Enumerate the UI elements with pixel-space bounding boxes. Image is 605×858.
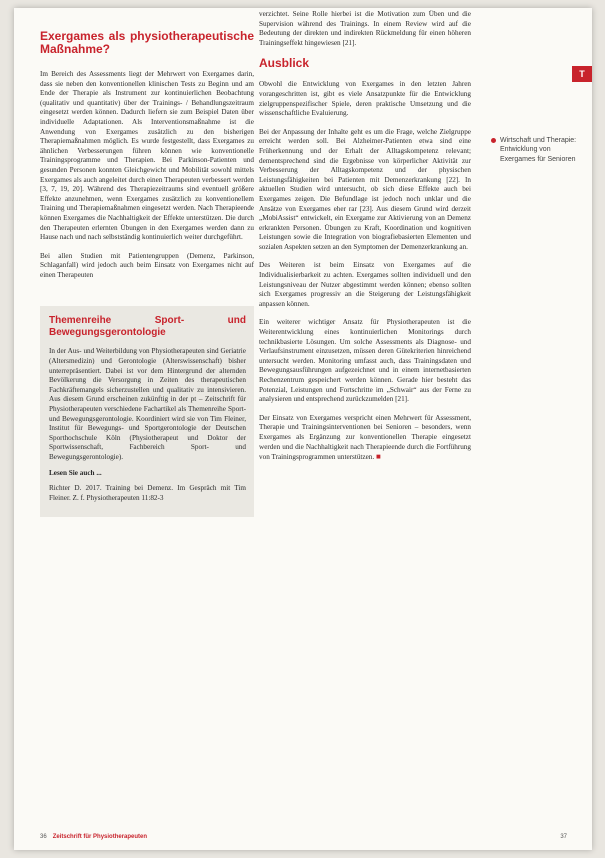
reference-text: Richter D. 2017. Training bei Demenz. Im Gespräch mit Tim Fleiner. Z. f. Physiotherapeuten 11:82-3 — [49, 484, 246, 502]
page-number-left: 36 — [40, 834, 47, 840]
section-heading-exergames: Exergames als physiotherapeutische Maßnahme? — [40, 29, 254, 56]
sidebar-topic-text: Wirtschaft und Therapie: Entwicklung von Exergames für Senioren — [500, 137, 577, 163]
body-paragraph: Ein weiterer wichtiger Ansatz für Physiotherapeuten ist die Weiterentwicklung eines kontinuierlichen Monitorings durch technikbasierte Lösungen. Um solche Assessments als Diagnose- und Verlaufsinstrument einzusetzen, müssen deren Gütekriterien hinreichend untersucht werden. Monitoring umfasst auch, dass Trainingsdaten und Bewegungsausführungen aufgezeichnet und in einem internetbasierten Rechenzentrum gespeichert werden können. Gerade hier besteht das Potenzial, Leistungen und Fortschritte im „Schwair“ aus der Ferne zu analysieren und entsprechend zurückzumelden [21]. — [259, 318, 471, 404]
section-tab: T — [572, 66, 592, 82]
sidebar-topic — [500, 136, 586, 164]
footer-left — [40, 834, 147, 840]
info-box-text: In der Aus- und Weiterbildung von Physiotherapeuten sind Geriatrie (Altersmedizin) und Gerontologie (Alterswissenschaft) bisher unterrepräsentiert. Dabei ist vor dem Hintergrund der alternden Bevölkerung die Versorgung in Zeiten des therapeutischen Fachkräftemangels sicherzustellen und qualitativ zu intensivieren. Aus diesem Grund erscheinen zukünftig in der pt – Zeitschrift für Physiotherapeuten verschiedene Fachartikel als Themenreihe Sport- und Bewegungsgerontologie. Koordiniert wird sie von Tim Fleiner, Institut für Bewegungs- und Sportgerontologie der Deutschen Sporthochschule Köln (Physiotherapeut und Doktor der Sportwissenschaft, Fachbereich Sport- und Bewegungsgerontologie). — [49, 347, 246, 461]
info-box — [40, 306, 254, 517]
body-paragraph: Obwohl die Entwicklung von Exergames in den letzten Jahren vorangeschritten ist, gibt es viele Ansatzpunkte für die Entwicklung zielgruppenspezifischer Spiele, deren praktische Umsetzung und die wissenschaftliche Evaluierung. — [259, 80, 471, 118]
magazine-name: Zeitschrift für Physiotherapeuten — [52, 834, 148, 840]
body-paragraph: Bei allen Studien mit Patientengruppen (Demenz, Parkinson, Schlaganfall) wird jedoch auch beim Einsatz von Exergames nicht auf einen Therapeuten — [40, 251, 254, 279]
body-paragraph: Im Bereich des Assessments liegt der Mehrwert von Exergames darin, dass sie neben den konventionellen klinischen Tests zu Beginn und am Ende der Therapie als Instrument zur kontinuierlichen Beobachtung (qualitativ und quantitativ) über der Trainings- / Behandlungszeitraum eingesetzt werden können. Dadurch liefern sie zum Beispiel Daten über individuelle Adaptationen. Als Interventionsmaßnahme ist die Anwendung von Exergames zusätzlich zu den bisherigen Therapiemaßnahmen möglich. Es wurde festgestellt, dass Exergames zu ähnlichen Verbesserungen führen können wie konventionelle Trainingsprogramme und Therapien. Bei Parkinson-Patienten und gesunden Personen konnten Gleichgewicht und Mobilität sowohl mittels Exergames als auch angeleitet durch einen Therapeuten verbessert werden [3, 7, 19, 20]. Während des Therapiezeitraums sind eventuell größere Effekte anzunehmen, wenn Exergames zusätzlich zu konventionellem Training und Therapiemaßnahmen eingesetzt werden. Nach Therapieende können Exergames die Nachhaltigkeit der Effekte unterstützen. Die durch den Therapeuten erlernten Übungen in den Exergames werden dann zu Hause nach und nach selbstständig kontinuierlich weiter durchgeführt. — [40, 70, 254, 242]
body-paragraph: Bei der Anpassung der Inhalte geht es um die Frage, welche Zielgruppe erreicht werden soll. Bei Alzheimer-Patienten etwa sind eine Früherkennung und der Erhalt der Alltagskompetenz relevant; dementsprechend sind die Ergebnisse von körperlicher Aktivität zur Verbesserung der Alltagskompetenz und der physischen Leistungsfähigkeiten bei Patienten mit Demenzerkrankung [22]. In aktuellen Studien wird untersucht, ob sich diese Effekte auch bei Exergames zeigen. Die Befundlage ist jedoch noch unklar und die Ansätze von Exergames eher rar [23]. Aus diesem Grund wird derzeit „MobiAssist“ entwickelt, ein Exergame zur Aktivierung von an Demenz erkrankten Personen. Übungen zu Kraft, Koordination und kognitiven Leistungen sowie die Integration von biografiebasierten Elementen und sozialen Aspekten setzen an den Symptomen der Demenzerkrankung an. — [259, 127, 471, 251]
final-paragraph-text: Der Einsatz von Exergames verspricht einen Mehrwert für Assessment, Therapie und Trainingsinterventionen bei Senioren – besonders, wenn Exergames als Ergänzung zur konventionellen Therapie eingesetzt werden und die Nachhaltigkeit nach Therapieende durch die Fortführung von Trainingsprogrammen unterstützen. — [259, 413, 471, 462]
end-mark-icon: ■ — [375, 452, 381, 462]
right-column — [259, 10, 471, 472]
body-paragraph: Des Weiteren ist beim Einsatz von Exergames auf die Individualisierbarkeit zu achten. Exergames sollten individuell und den Leistungsniveau der Nutzer abgestimmt werden können; ebenso sollten sich Exergames progressiv an die Steigerung der Leistungsfähigkeit anpassen können. — [259, 261, 471, 308]
body-paragraph — [259, 414, 471, 463]
page-number-right: 37 — [560, 834, 567, 840]
section-heading-ausblick: Ausblick — [259, 56, 310, 71]
left-column — [40, 30, 254, 517]
body-paragraph: verzichtet. Seine Rolle hierbei ist die Motivation zum Üben und die Supervision während des Trainings. In einem Review wird auf die Bedeutung der direkten und indirekten Rückmeldung für einen höheren Trainingseffekt hingewiesen [21]. — [259, 10, 471, 47]
bullet-dot-icon — [491, 138, 496, 143]
read-more-label: Lesen Sie auch ... — [49, 468, 102, 477]
magazine-page — [14, 8, 592, 850]
info-box-heading: Themenreihe Sport- und Bewegungsgerontologie — [49, 315, 246, 339]
